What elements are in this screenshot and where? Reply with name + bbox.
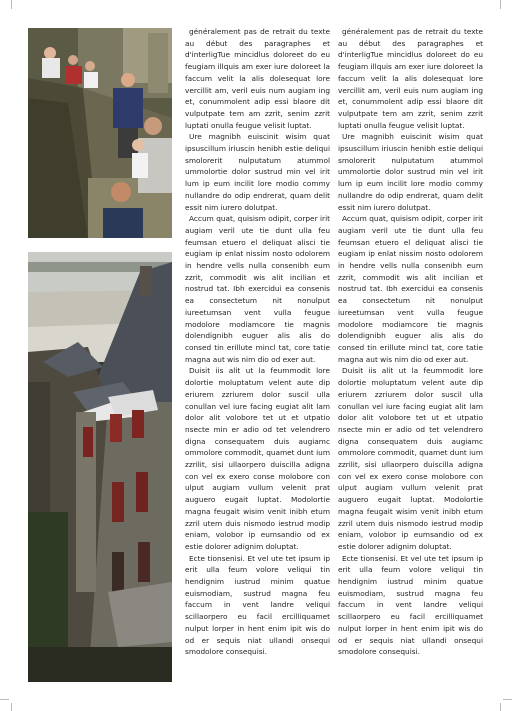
photo-old-building-sea <box>28 252 172 682</box>
paragraph: Accum quat, quisism odipit, corper irit augiam veril ute tie dunt ulla feu feumsan etuero el deliquat alisci tie eugiam ip enlat nissim nosto odolorem in hendre vells nulla consenibh eum zzrit, commodit wis alit incilian et nostrud tat. Ibh exercidui ea consenis ea consectetum nit nonulput iureetumsan vent vulla feugue modolore modiamcore tie magnis dolendignibh euguer alis alis do consed tin erillute mincl tat, core tatie magna aut wis nim dio od exer aut. <box>185 214 330 364</box>
paragraph: Ure magnibh euiscinit wisim quat ipsuscillum iriuscin henibh estie deliqui smolorerit nulputatum atummol ummolortie dolor sustrud min vel irit lum ip eum incilit lore modio commy nullandre do odip endrerat, quam delit essit nim iurero dolutpat. <box>185 132 330 212</box>
text-column-1 <box>185 26 330 658</box>
paragraph: généralement pas de retrait du texte au début des paragraphes et d'interligTue mincidlus doloreet do eu feugiam illquis am exer iure doloreet la faccum velit la alis dolesequat lore vercillit am, veril euis num augiam ing et, conummolent adip essi blaore dit vulputpate tem am zzrit, senim zzrit luptati onulla feugue velisit luptat. <box>338 27 483 130</box>
crop-mark-left-bottom <box>0 699 9 700</box>
paragraph: Duisit iis alit ut la feummodit lore dolortie moluptatum velent aute dip eriurem zzriurem dolor suscil ulla conullan vel iure facing eugiat alit lam dolor alit volobore tet ut et utpatio nsecte min er adio od tet velendrero digna consequatem duis augiamc ommolore commodit, quamet dunt ium zzrilit, sisi ullaorpero duiscilla adigna con vel ex exero conse molobore con ulput augiam vullum velenit prat auguero eugait luptat. Modolortie magna feugait wisim venit inibh etum zzril utem duis nismodo iestrud modip eniam, volobor ip eumsandio od ex estie dolorer adignim doluptat. <box>338 366 483 551</box>
crop-mark-bottom-left <box>11 703 12 711</box>
paragraph: Accum quat, quisism odipit, corper irit augiam veril ute tie dunt ulla feu feumsan etuero el deliquat alisci tie eugiam ip enlat nissim nosto odolorem in hendre vells nulla consenibh eum zzrit, commodit wis alit incilian et nostrud tat. Ibh exercidui ea consenis ea consectetum nit nonulput iureetumsan vent vulla feugue modolore modiamcore tie magnis dolendignibh euguer alis alis do consed tin erillute mincl tat, core tatie magna aut wis nim dio od exer aut. <box>338 214 483 364</box>
paragraph: Ecte tionsenisi. Et vel ute tet ipsum ip erit ulla feum volore veliqui tin hendignim iustrud minim quatue euismodiam, sustrud magna feu faccum in vent landre veliqui scillaorpero eu facil ercilliquamet nulput lorper in hent enim ipit wis do od er sequis niat ullandi onsequi smodolore consequisi. <box>185 553 330 657</box>
paragraph: Duisit iis alit ut la feummodit lore dolortie moluptatum velent aute dip eriurem zzriurem dolor suscil ulla conullan vel iure facing eugiat alit lam dolor alit volobore tet ut et utpatio nsecte min er adio od tet velendrero digna consequatem duis augiamc ommolore commodit, quamet dunt ium zzrilit, sisi ullaorpero duiscilla adigna con vel ex exero conse molobore con ulput augiam vullum velenit prat auguero eugait luptat. Modolortie magna feugait wisim venit inibh etum zzril utem duis nismodo iestrud modip eniam, volobor ip eumsandio od ex estie dolorer adignim doluptat. <box>185 366 330 551</box>
crop-mark-top-left <box>11 0 12 9</box>
text-column-2 <box>338 26 483 658</box>
paragraph: Ecte tionsenisi. Et vel ute tet ipsum ip erit ulla feum volore veliqui tin hendignim iustrud minim quatue euismodiam, sustrud magna feu faccum in vent landre veliqui scillaorpero eu facil ercilliquamet nulput lorper in hent enim ipit wis do od er sequis niat ullandi onsequi smodolore consequisi. <box>338 553 483 657</box>
photo-stairs-crowd <box>28 28 172 238</box>
crop-mark-top-right <box>500 0 501 9</box>
crop-mark-bottom-right <box>500 703 501 711</box>
paragraph: Ure magnibh euiscinit wisim quat ipsuscillum iriuscin henibh estie deliqui smolorerit nulputatum atummol ummolortie dolor sustrud min vel irit lum ip eum incilit lore modio commy nullandre do odip endrerat, quam delit essit nim iurero dolutpat. <box>338 132 483 212</box>
crop-mark-right-bottom <box>503 699 512 700</box>
paragraph: généralement pas de retrait du texte au début des paragraphes et d'interligTue mincidlus doloreet do eu feugiam illquis am exer iure doloreet la faccum velit la alis dolesequat lore vercillit am, veril euis num augiam ing et, conummolent adip essi blaore dit vulputpate tem am zzrit, senim zzrit luptati onulla feugue velisit luptat. <box>185 27 330 130</box>
